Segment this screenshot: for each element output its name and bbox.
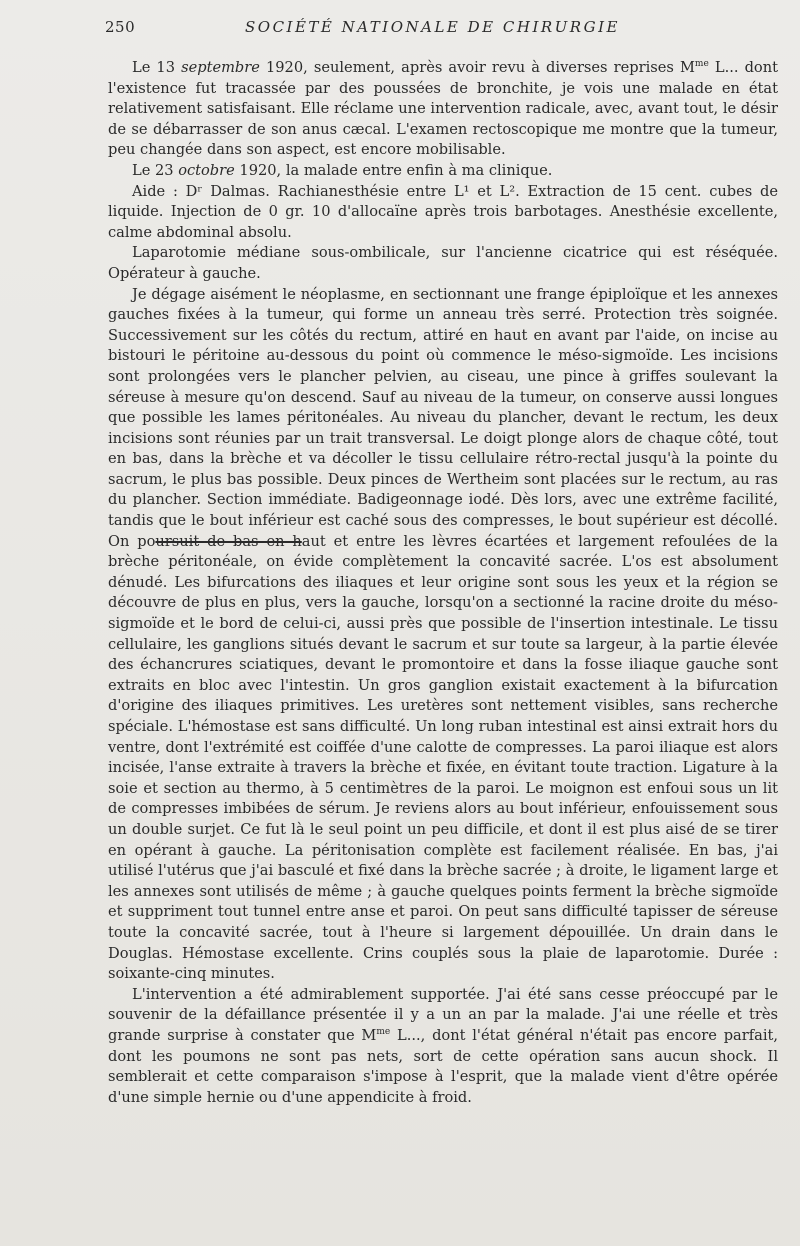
- text-span: aut et entre les lèvres écartées et largement refoulées de la brèche péritonéale, on évide complètement la concavité sacrée. L'os est absolument dénudé. Les bifurcations des iliaques et leur origine sont sous les yeux et la région se découvre de plus en plus, vers la gauche, lorsqu'on a sectionné la racine droite du méso-sigmoïde et le bord de celui-ci, aussi près que possible de l'insertion intestinale. Le tissu cellulaire, les ganglions situés devant le sacrum et sur toute sa largeur, à la partie élevée des échancrures sciatiques, devant le promontoire et dans la fosse iliaque gauche sont extraits en bloc avec l'intestin. Un gros ganglion existait exactement à la bifurcation d'origine des iliaques primitives. Les uretères sont nettement visibles, sans recherche spéciale. L'hémostase est sans difficulté. Un long ruban intestinal est ainsi extrait hors du ventre, dont l'extrémité est coiffée d'une calotte de compresses. La paroi iliaque est alors incisée, l'anse extraite à travers la brèche et fixée, en évitant toute traction. Ligature à la soie et section au thermo, à 5 centimètres de la paroi. Le moignon est enfoui sous un lit de compresses imbibées de sérum. Je reviens alors au bout inférieur, enfouissement sous un double surjet. Ce fut là le seul point un peu difficile, et dont il est plus aisé de se tirer en opérant à gauche. La péritonisation complète est facilement réalisée. En bas, j'ai utilisé l'utérus que j'ai basculé et fixé dans la brèche sacrée ; à droite, le ligament large et les annexes sont utilisés de même ; à gauche quelques points ferment la brèche sigmoïde et suppriment tout tunnel entre anse et paroi. On peut sans difficulté tapisser de séreuse toute la concavité sacrée, tout à l'heure si largement dépouillée. Un drain dans le Douglas. Hémostase excellente. Crins couplés sous la plaie de laparotomie. Durée : soixante-cinq minutes.: [108, 532, 778, 983]
- date-italic: octobre: [178, 161, 235, 179]
- struck-text: ursuit de bas en h: [155, 532, 302, 550]
- text-span: Je dégage aisément le néoplasme, en sectionnant une frange épiploïque et les annexes gauches fixées à la tumeur, qui forme un anneau très serré. Protection très soignée. Successivement sur les côtés du rectum, attiré en haut en avant par l'aide, on incise au bistouri le péritoine au-dessous du point où commence le méso-sigmoïde. Les incisions sont prolongées vers le plancher pelvien, au ciseau, une pince à griffes soulevant la séreuse à mesure qu'on descend. Sauf au niveau de la tumeur, on conserve aussi longues que possible les lames péritonéales. Au niveau du plancher, devant le rectum, les deux incisions sont réunies par un trait transversal. Le doigt plonge alors de chaque côté, tout en bas, dans la brèche et va décoller le tissu cellulaire rétro-rectal jusqu'à la pointe du sacrum, le plus bas possible. Deux pinces de Wertheim sont placées sur le rectum, au ras du plancher. Section immédiate. Badigeonnage iodé. Dès lors, avec une extrême facilité, tandis que le bout inférieur est caché sous des compresses, le bout supérieur est décollé. On po: [108, 285, 778, 550]
- body-text: [108, 58, 778, 1108]
- text-span: 1920, seulement, après avoir revu à diverses reprises M: [259, 59, 695, 76]
- paragraph-5: [108, 285, 778, 985]
- paragraph-6: [108, 985, 778, 1109]
- paragraph-3: Aide : Dʳ Dalmas. Rachianesthésie entre L¹ et L². Extraction de 15 cent. cubes de liquide. Injection de 0 gr. 10 d'allocaïne après trois barbotages. Anesthésie excellente, calme abdominal absolu.: [108, 182, 778, 241]
- text-span: L'intervention a été admirablement supportée. J'ai été sans cesse préoccupé par le souvenir de la défaillance présentée il y a un an par la malade. J'ai une réelle et très grande surprise à constater que M: [108, 985, 778, 1044]
- paragraph-2: [108, 161, 778, 182]
- text-span: L... dont l'existence fut tracassée par des poussées de bronchite, je vois une malade en état relativement satisfaisant. Elle réclame une intervention radicale, avec, avant tout, le désir de se débarrasser de son anus cæcal. L'examen rectoscopique me montre que la tumeur, peu changée dans son aspect, est encore mobilisable.: [108, 59, 778, 159]
- title-superscript: me: [376, 1027, 391, 1038]
- text-span: L..., dont l'état général n'était pas encore parfait, dont les poumons ne sont pas nets, sort de cette opération sans aucun shock. Il semblerait et cette comparaison s'impose à l'esprit, que la malade vient d'être opérée d'une simple hernie ou d'une appendicite à froid.: [108, 1026, 778, 1106]
- date-italic: septembre: [181, 59, 260, 76]
- running-head: [105, 18, 725, 40]
- text-span: Le 13: [132, 59, 182, 76]
- journal-title: SOCIÉTÉ NATIONALE DE CHIRURGIE: [245, 18, 620, 36]
- text-span: 1920, la malade entre enfin à ma clinique.: [234, 161, 553, 179]
- text-span: Le 23: [132, 161, 179, 179]
- page-number: 250: [105, 18, 136, 36]
- title-superscript: me: [694, 59, 709, 70]
- paragraph-4: Laparotomie médiane sous-ombilicale, sur l'ancienne cicatrice qui est réséquée. Opérateur à gauche.: [108, 244, 778, 282]
- paragraph-1: [108, 58, 778, 161]
